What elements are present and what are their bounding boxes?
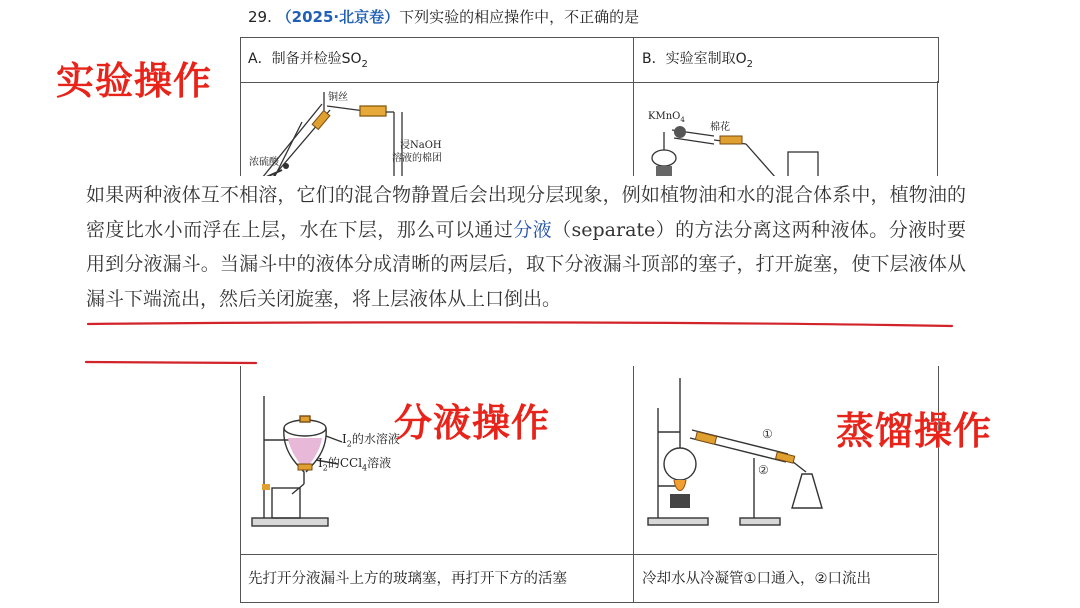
label-naoh-1: 浸NaOH <box>400 140 442 151</box>
label-kmno4: KMnO$_4$ <box>648 111 685 124</box>
cell-a-label: A．制备并检验$SO_2$ <box>248 51 368 70</box>
question-number: 29. <box>248 8 272 26</box>
label-naoh-2: 溶液的棉团 <box>392 153 442 164</box>
label-i2-water: $I_2$的水溶液 <box>342 432 400 449</box>
overlay-separation-op: 分液操作 <box>394 401 551 445</box>
label-cotton: 棉花 <box>710 122 730 133</box>
diagram-distillation <box>636 368 936 554</box>
red-underline-annotation <box>80 318 960 368</box>
question-prompt-before: 下列实验的相应操作中， <box>399 8 565 26</box>
label-copper-wire: 铜丝 <box>328 92 348 103</box>
table-left-border-top <box>240 81 241 177</box>
question-line <box>248 6 639 27</box>
label-port-1: ① <box>762 427 773 441</box>
label-port-2: ② <box>758 463 769 477</box>
question-emphasis: 不正确 <box>564 8 610 26</box>
table-bottom-divider <box>633 366 634 602</box>
label-i2-ccl4: $I_2$的CCl$_4$溶液 <box>318 456 392 473</box>
table-top-divider <box>633 37 634 177</box>
label-conc-acid: 浓硫酸 <box>249 157 279 168</box>
overlay-distillation-op: 蒸馏操作 <box>836 409 993 453</box>
overlay-experiment-op: 实验操作 <box>56 59 213 103</box>
table-right-border-top <box>937 81 938 177</box>
question-prompt-after: 的是 <box>609 8 640 26</box>
cell-b-label: B．实验室制取$O_2$ <box>642 51 753 70</box>
question-source: （2025·北京卷） <box>276 8 400 26</box>
cell-c-caption: 先打开分液漏斗上方的玻璃塞，再打开下方的活塞 <box>248 571 567 587</box>
textbook-paragraph: 如果两种液体互不相溶，它们的混合物静置后会出现分层现象，例如植物油和水的混合体系中，植物油的密度比水小而浮在上层，水在下层，那么可以通过分液（separate）的方法分离这两种液体。分液时要用到分液漏斗。当漏斗中的液体分成清晰的两层后，取下分液漏斗顶部的塞子，打开旋塞，使下层液体从漏斗下端流出，然后关闭旋塞，将上层液体从上口倒出。 <box>86 184 966 310</box>
table-caption-row-line <box>240 554 937 555</box>
cell-d-caption: 冷却水从冷凝管①口通入，②口流出 <box>642 571 871 587</box>
keyword-separate: 分液 <box>513 218 553 241</box>
diagram-o2-apparatus <box>636 82 936 178</box>
